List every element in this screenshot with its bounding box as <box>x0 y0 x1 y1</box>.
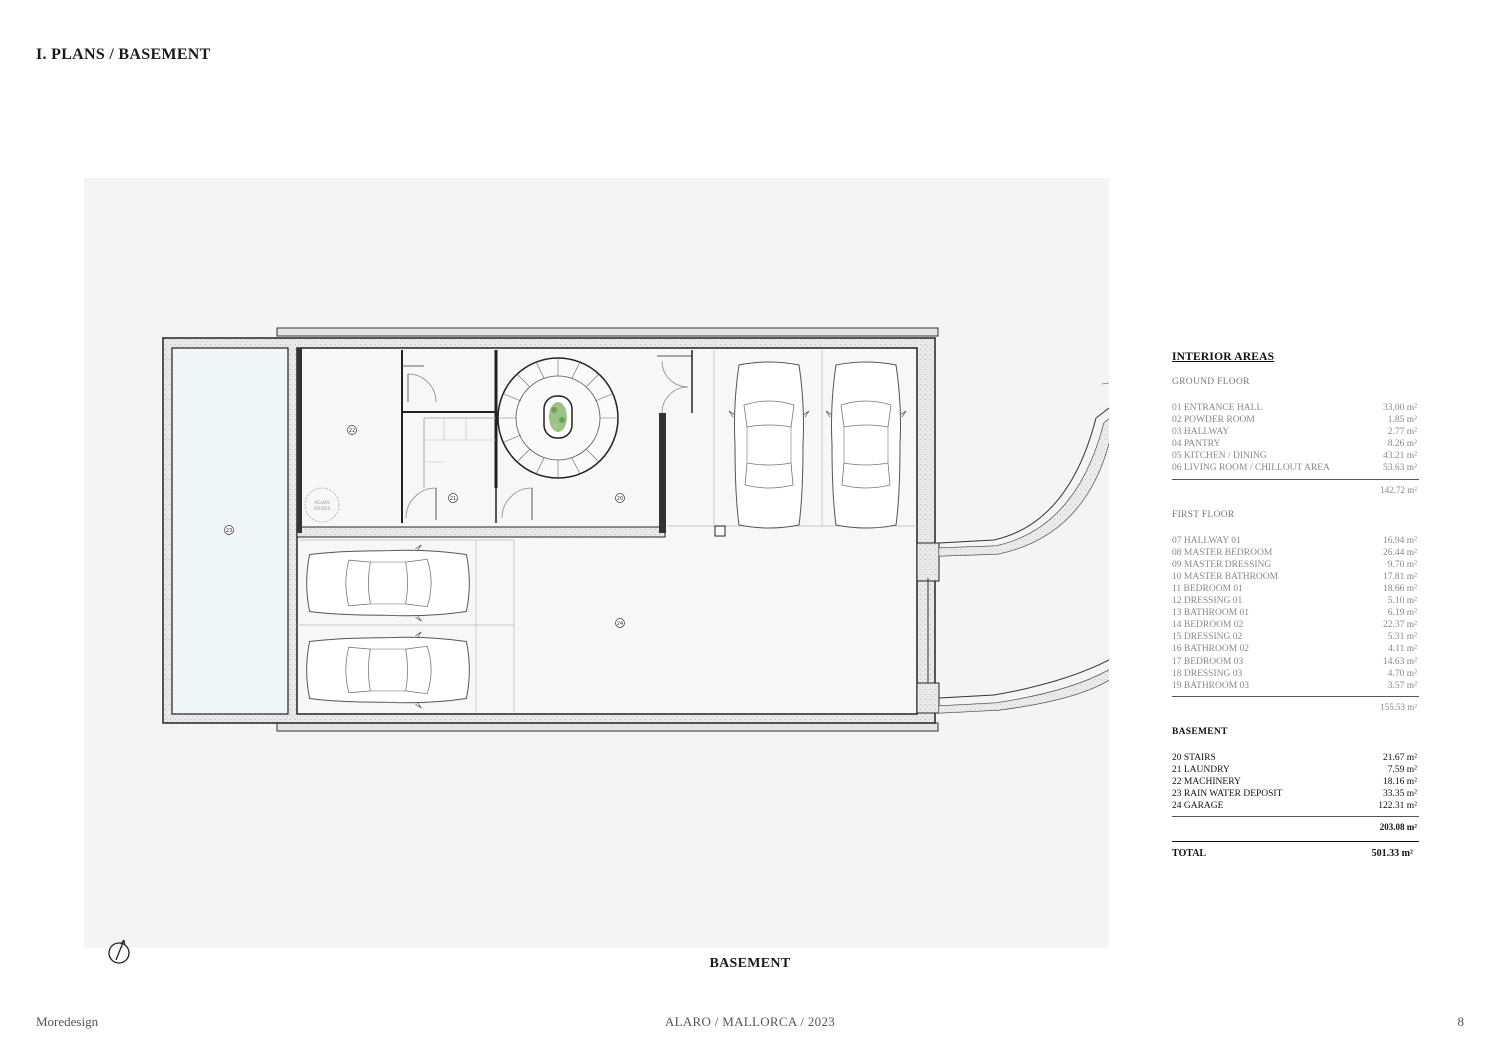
area-value: 18.66 m² <box>1383 583 1417 594</box>
area-row <box>1172 559 1419 571</box>
area-row <box>1172 571 1419 583</box>
area-value: 122.31 m² <box>1378 801 1417 812</box>
area-label: 02 POWDER ROOM <box>1172 415 1255 426</box>
area-row <box>1172 438 1419 450</box>
area-value: 17.81 m² <box>1383 571 1417 582</box>
area-value: 5.31 m² <box>1387 632 1417 643</box>
room-marker-21: 21 <box>449 496 457 502</box>
area-value: 9.70 m² <box>1387 559 1417 570</box>
footer-project: ALARO / MALLORCA / 2023 <box>664 1014 836 1029</box>
area-label: 14 BEDROOM 02 <box>1172 620 1244 631</box>
area-row <box>1172 462 1419 474</box>
basement-rows <box>1172 752 1419 812</box>
area-row <box>1172 800 1419 812</box>
area-value: 2.77 m² <box>1387 427 1417 438</box>
footer-studio: Moredesign <box>36 1014 99 1029</box>
area-row <box>1172 595 1419 607</box>
grises-label: GRISES <box>313 507 331 512</box>
area-label: 17 BEDROOM 03 <box>1172 656 1244 667</box>
area-row <box>1172 776 1419 788</box>
area-value: 8.26 m² <box>1387 439 1417 450</box>
area-value: 3.57 m² <box>1387 680 1417 691</box>
north-arrow-icon <box>107 938 133 966</box>
area-row <box>1172 643 1419 655</box>
total-value: 501.33 m² <box>1371 848 1413 860</box>
area-label: 04 PANTRY <box>1172 439 1221 450</box>
area-label: 22 MACHINERY <box>1172 776 1241 787</box>
area-row <box>1172 450 1419 462</box>
area-label: 23 RAIN WATER DEPOSIT <box>1172 789 1283 800</box>
area-row <box>1172 402 1419 414</box>
area-row <box>1172 788 1419 800</box>
car-icon <box>307 632 470 708</box>
area-row <box>1172 752 1419 764</box>
areas-title: INTERIOR AREAS <box>1172 351 1275 363</box>
area-row <box>1172 607 1419 619</box>
retaining-wall-bottom <box>277 723 938 731</box>
area-label: 15 DRESSING 02 <box>1172 632 1243 643</box>
area-label: 21 LAUNDRY <box>1172 764 1230 775</box>
area-row <box>1172 547 1419 559</box>
area-value: 33.35 m² <box>1383 789 1417 800</box>
room-marker-24: 24 <box>616 621 624 627</box>
aguas-label: AGUAS <box>314 501 330 506</box>
area-row <box>1172 680 1419 692</box>
total-row <box>1172 848 1419 859</box>
area-label: 06 LIVING ROOM / CHILLOUT AREA <box>1172 463 1330 474</box>
area-row <box>1172 414 1419 426</box>
area-value: 4.70 m² <box>1387 668 1417 679</box>
area-label: 10 MASTER BATHROOM <box>1172 571 1279 582</box>
plan-caption: BASEMENT <box>709 956 791 971</box>
area-label: 09 MASTER DRESSING <box>1172 559 1272 570</box>
area-label: 12 DRESSING 01 <box>1172 596 1243 607</box>
area-value: 7.59 m² <box>1387 764 1417 775</box>
first-floor-heading: FIRST FLOOR <box>1172 509 1235 520</box>
car-icon <box>826 362 906 528</box>
area-row <box>1172 535 1419 547</box>
first-floor-rows <box>1172 535 1419 692</box>
area-value: 21.67 m² <box>1383 752 1417 763</box>
area-value: 6.19 m² <box>1387 608 1417 619</box>
area-value: 22.37 m² <box>1383 620 1417 631</box>
area-label: 08 MASTER BEDROOM <box>1172 547 1273 558</box>
ground-floor-rows <box>1172 402 1419 475</box>
car-icon <box>729 362 809 528</box>
area-value: 16.94 m² <box>1383 535 1417 546</box>
area-label: 18 DRESSING 03 <box>1172 668 1243 679</box>
room-marker-20: 20 <box>616 496 624 502</box>
car-icon <box>307 545 470 621</box>
area-value: 1.85 m² <box>1387 415 1417 426</box>
area-label: 13 BATHROOM 01 <box>1172 608 1250 619</box>
area-label: 03 HALLWAY <box>1172 427 1230 438</box>
area-value: 53.63 m² <box>1383 463 1417 474</box>
area-value: 43.21 m² <box>1383 451 1417 462</box>
planter-icon <box>549 402 567 432</box>
total-label: TOTAL <box>1172 848 1207 860</box>
area-label: 16 BATHROOM 02 <box>1172 644 1250 655</box>
first-floor-subtotal: 155.53 m² <box>1380 701 1417 712</box>
area-label: 20 STAIRS <box>1172 752 1216 763</box>
area-row <box>1172 668 1419 680</box>
area-row <box>1172 583 1419 595</box>
basement-heading: BASEMENT <box>1172 726 1228 737</box>
retaining-wall-top <box>277 328 938 336</box>
basement-subtotal: 203.08 m² <box>1379 822 1417 833</box>
area-label: 01 ENTRANCE HALL <box>1172 403 1263 413</box>
ground-floor-subtotal: 142.72 m² <box>1380 484 1417 495</box>
area-value: 4.11 m² <box>1388 644 1417 655</box>
area-row <box>1172 631 1419 643</box>
area-value: 33,00 m² <box>1383 403 1417 413</box>
area-row <box>1172 764 1419 776</box>
area-row <box>1172 656 1419 668</box>
footer-page-number: 8 <box>1457 1014 1464 1029</box>
area-label: 24 GARAGE <box>1172 801 1224 812</box>
area-row <box>1172 426 1419 438</box>
room-marker-23: 23 <box>225 528 233 534</box>
area-value: 5.10 m² <box>1387 596 1417 607</box>
floor-plan-drawing <box>84 178 1109 948</box>
floor-plan-panel <box>84 178 1109 948</box>
area-label: 11 BEDROOM 01 <box>1172 583 1243 594</box>
area-value: 18.16 m² <box>1383 776 1417 787</box>
area-row <box>1172 619 1419 631</box>
page-title: I. PLANS / BASEMENT <box>36 46 211 63</box>
area-label: 05 KITCHEN / DINING <box>1172 451 1267 462</box>
room-marker-22: 22 <box>348 428 356 434</box>
area-value: 14.63 m² <box>1383 656 1417 667</box>
area-label: 07 HALLWAY 01 <box>1172 535 1241 546</box>
area-label: 19 BATHROOM 03 <box>1172 680 1250 691</box>
interior-areas-table <box>1172 351 1419 859</box>
area-value: 26.44 m² <box>1383 547 1417 558</box>
ground-floor-heading: GROUND FLOOR <box>1172 377 1250 387</box>
